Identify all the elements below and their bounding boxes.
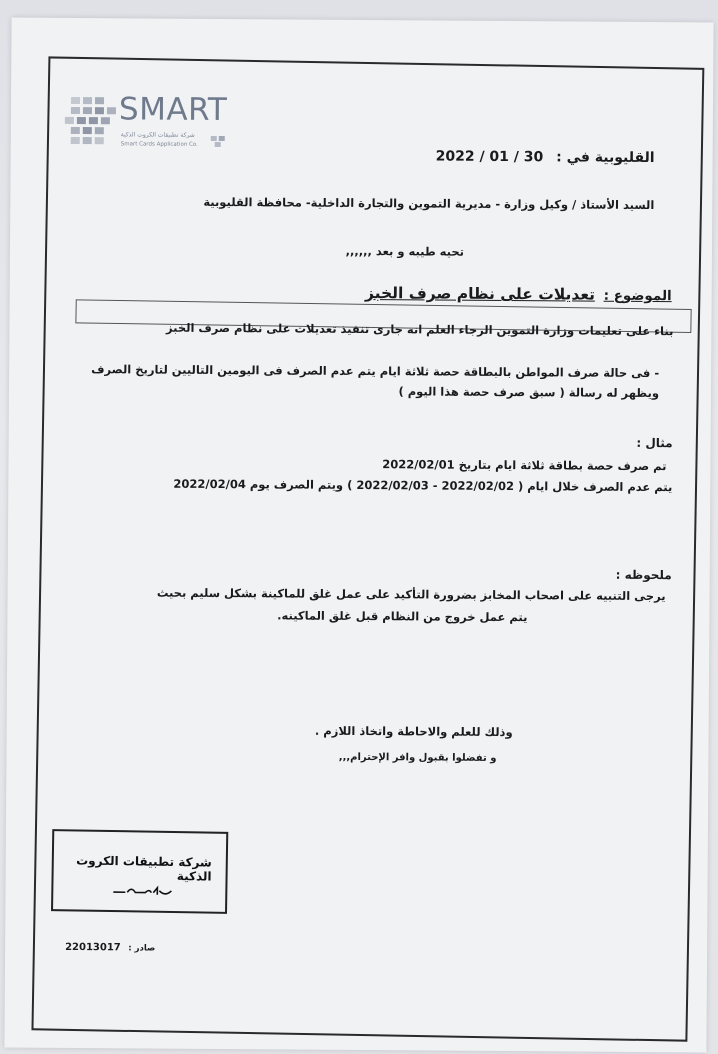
subject-line [365,284,672,304]
addressee: السيد الأستاذ / وكيل وزارة - مديرية التموين والتجارة الداخلية- محافظة القليوبية [203,194,655,213]
company-logo [63,93,233,156]
logo-wordmark: SMART [118,91,228,129]
closing-line-2: و تفضلوا بقبول وافر الإحترام,,, [338,751,497,764]
ref-label: صادر : [128,943,156,954]
subject-text: تعديلات على نظام صرف الخبز [365,284,595,304]
example-line-2: يتم عدم الصرف خلال ايام ( 2022/02/02 - 2022/02/03 ) ويتم الصرف يوم 2022/02/04 [173,476,673,495]
company-stamp [51,829,228,914]
logo-tagline-ar: شركة تطبيقات الكروت الذكية [120,131,195,139]
date-label: القليوبية في : [556,149,655,167]
bullet-line-1: - فى حالة صرف المواطن بالبطاقة حصة ثلاثة ايام يتم عدم الصرف فى اليومين التاليين لتاريخ الصرف [91,362,660,381]
intro-paragraph: بناء على تعليمات وزارة التموين الرجاء العلم انه جارى تنفيذ تعديلات على نظام صرف الخبز [165,320,674,339]
ref-number: 22013017 [65,941,121,954]
stamp-company-name: شركة تطبيقات الكروت الذكية [76,853,212,884]
signature-mark [111,882,175,899]
date-value: 2022 / 01 / 30 [435,148,544,166]
note-line-2: يتم عمل خروج من النظام قبل غلق الماكينه. [277,608,528,625]
example-line-1: تم صرف حصة بطاقة ثلاثة ايام بتاريخ 2022/02/01 [382,457,667,474]
greeting: تحيه طيبه و بعد ,,,,,, [345,243,465,259]
paper-sheet [4,18,713,1053]
date-line [436,149,655,167]
closing-line-1: وذلك للعلم والاحاطة واتخاذ اللازم . [314,723,513,740]
subject-label: الموضوع : [603,287,672,305]
note-label: ملحوظه : [615,567,672,583]
note-line-1: يرجى التنبيه على اصحاب المخابز بضرورة التأكيد على عمل غلق للماكينة بشكل سليم بحيث [156,585,666,604]
reference-number [65,942,155,954]
bullet-line-2: ويظهر له رسالة ( سبق صرف حصة هذا اليوم ) [398,384,660,401]
logo-tagline-en: Smart Cards Application Co. [120,141,198,148]
example-label: مثال : [636,435,673,451]
